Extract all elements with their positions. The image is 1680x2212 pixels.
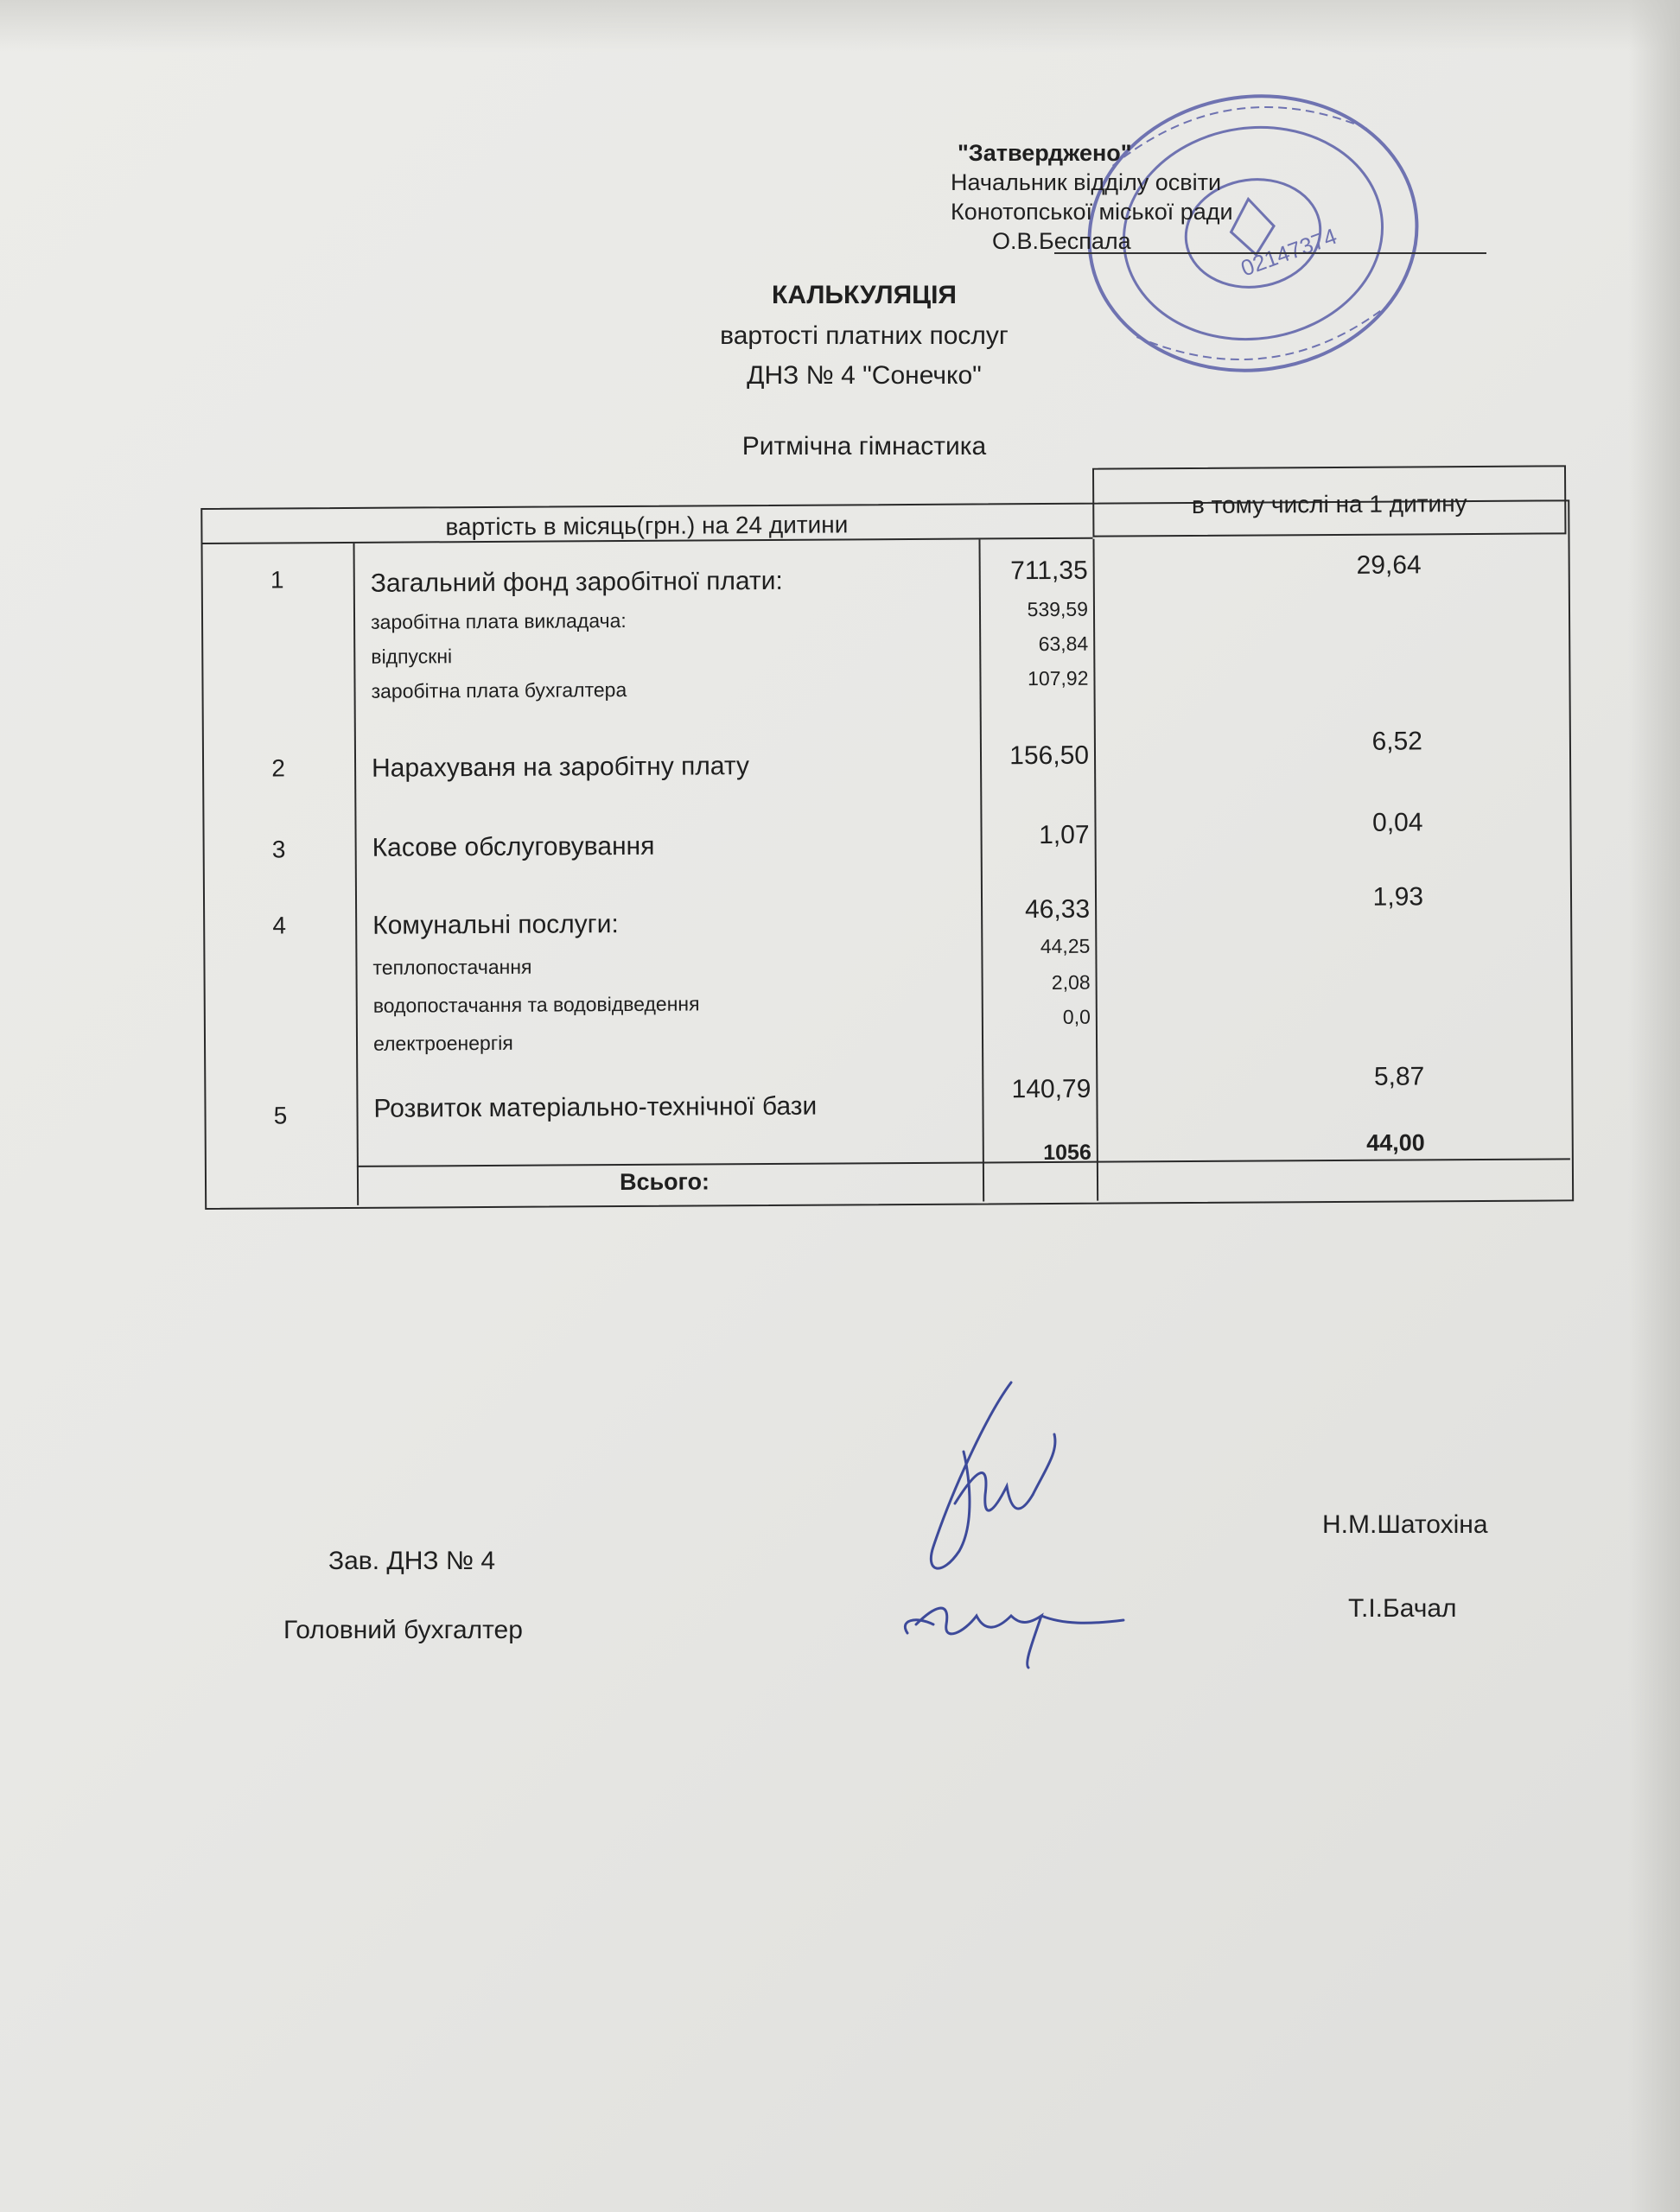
row-number: 3	[271, 836, 286, 863]
page-shadow-top	[0, 0, 1680, 52]
total-per-child: 44,00	[1366, 1129, 1425, 1156]
subitem-value: 44,25	[1040, 934, 1091, 958]
calculation-table	[200, 465, 1570, 1206]
subitem-value: 63,84	[1038, 632, 1089, 656]
subitem-label: заробітна плата бухгалтера	[371, 677, 627, 702]
accountant-name: Т.І.Бачал	[1348, 1594, 1457, 1623]
approval-title: "Затверджено"	[958, 140, 1132, 166]
row-per-child: 6,52	[1371, 727, 1423, 756]
header-per-child: в тому числі на 1 дитину	[1092, 465, 1566, 537]
subitem-label: відпускні	[371, 645, 453, 668]
row-label: Розвиток матеріально-технічної бази	[373, 1091, 818, 1123]
approval-block	[951, 138, 1233, 256]
total-value: 1056	[1043, 1140, 1091, 1166]
total-label: Всього:	[619, 1168, 710, 1196]
handwritten-signatures	[881, 1365, 1158, 1676]
subitem-label: водопостачання та водовідведення	[372, 992, 700, 1017]
row-per-child: 29,64	[1356, 550, 1422, 580]
approval-organization: Конотопської міської ради	[951, 199, 1233, 225]
row-number: 5	[273, 1102, 288, 1129]
subitem-label: електроенергія	[372, 1031, 513, 1055]
accountant-role: Головний бухгалтер	[283, 1616, 523, 1644]
stamp-code: 02147374	[1237, 222, 1340, 282]
subitem-label: теплопостачання	[372, 955, 532, 979]
approval-signature-line	[1054, 252, 1486, 254]
page-shadow-right	[1628, 0, 1680, 2212]
row-value: 140,79	[1011, 1074, 1091, 1104]
header-monthly-cost: вартість в місяць(грн.) на 24 дитини	[200, 503, 1092, 544]
row-value: 711,35	[1010, 556, 1088, 586]
approval-name: О.В.Беспала	[992, 228, 1131, 254]
institution-name: ДНЗ № 4 "Сонечко"	[747, 361, 982, 390]
row-per-child: 5,87	[1373, 1062, 1425, 1091]
row-label: Загальний фонд заробітної плати:	[370, 566, 783, 598]
subitem-label: заробітна плата викладача:	[370, 608, 627, 633]
row-per-child: 1,93	[1372, 882, 1424, 912]
row-value: 156,50	[1009, 741, 1090, 771]
row-label: Нарахуваня на заробітну плату	[371, 752, 750, 783]
approval-position: Начальник відділу освіти	[951, 169, 1222, 195]
row-value: 1,07	[1039, 820, 1090, 850]
row-number: 2	[271, 754, 285, 782]
row-per-child: 0,04	[1372, 808, 1423, 837]
subitem-value: 0,0	[1062, 1005, 1091, 1028]
subitem-value: 539,59	[1027, 597, 1089, 621]
head-name: Н.М.Шатохіна	[1322, 1510, 1488, 1539]
row-number: 4	[272, 912, 287, 939]
row-number: 1	[270, 566, 284, 594]
head-role: Зав. ДНЗ № 4	[328, 1547, 496, 1575]
document-title: КАЛЬКУЛЯЦІЯ	[772, 281, 957, 309]
service-name: Ритмічна гімнастика	[741, 432, 987, 461]
document-subtitle: вартості платних послуг	[720, 321, 1009, 350]
subitem-value: 2,08	[1051, 970, 1091, 994]
row-label: Комунальні послуги:	[372, 910, 619, 940]
subitem-value: 107,92	[1028, 666, 1089, 690]
row-value: 46,33	[1024, 894, 1091, 925]
row-label: Касове обслуговування	[372, 831, 655, 862]
